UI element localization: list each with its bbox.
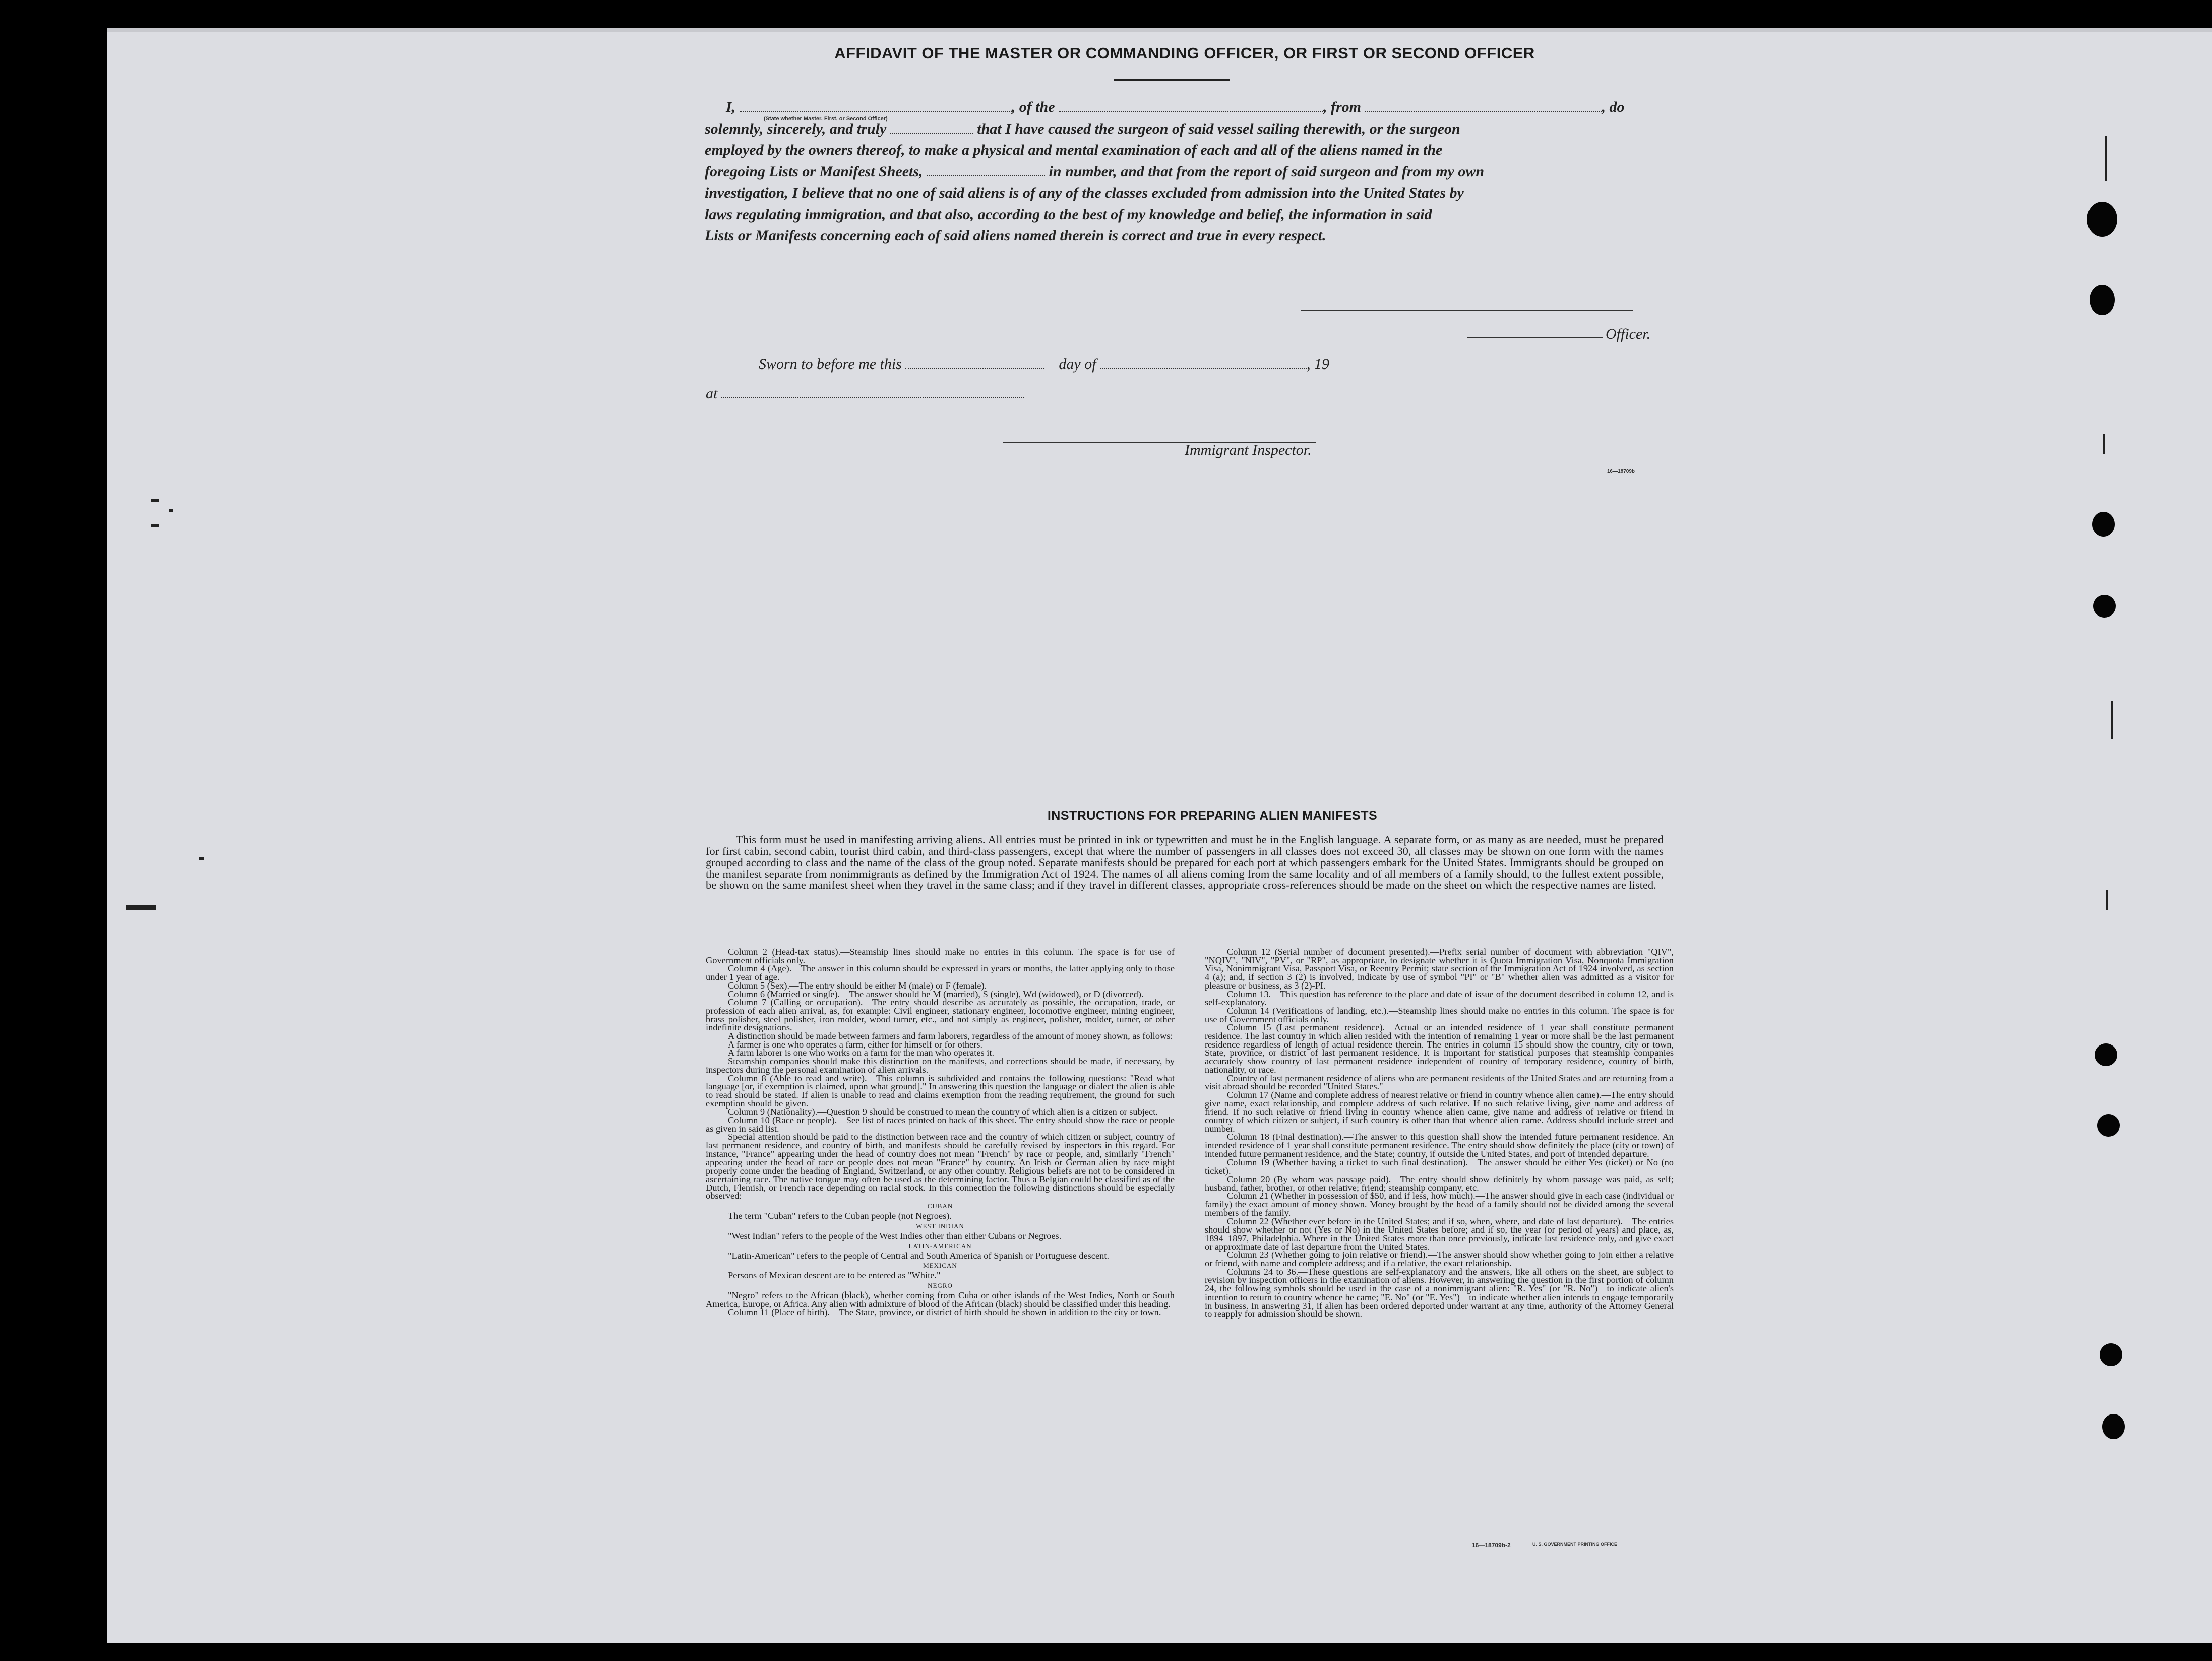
paragraph: Column 20 (By whom was passage paid).—The entry should show definitely by whom passage was paid, as self; husband, father, brother, or other relative; friend; steamship company, etc. (1205, 1174, 1674, 1193)
binder-hole (2090, 285, 2115, 315)
paragraph: "West Indian" refers to the people of the West Indies other than either Cubans or Negroes. (728, 1231, 1062, 1241)
vessel-name-field[interactable] (1059, 98, 1323, 112)
port-from-field[interactable] (1365, 98, 1602, 112)
paragraph: Columns 24 to 36.—These questions are self-explanatory and the answers, like all others on the sheet, are subject to revision by inspection officers in the examination of aliens. However, in answering the question in the first portion of column 24, the following symbols should be used in the case of a nonimmigrant alien: "R. Yes" (or "R. No")—to indicate alien's intention to return to country whence he came; "E. No" (or "E. Yes")—to indicate whether alien intends to engage temporarily in business. In answering 31, if alien has been ordered deported under warrant at any time, authority of the Attorney General to reapply for admission should be shown. (1205, 1266, 1674, 1319)
margin-mark (2111, 701, 2113, 739)
binder-hole (2095, 1043, 2117, 1066)
sworn-place-field[interactable] (721, 385, 1024, 398)
margin-mark (151, 499, 159, 502)
officer-rank-field[interactable] (740, 98, 1012, 112)
margin-mark (151, 524, 159, 527)
binder-hole (2102, 1414, 2125, 1439)
affidavit-line-5: investigation, I believe that no one of said aliens is of any of the classes excluded from admission into the United States by (705, 184, 1464, 201)
paragraph: Column 8 (Able to read and write).—This column is subdivided and contains the following questions: "Read what language [or, if exemption is claimed, upon what ground]." In answering this question the language or dialect the alien is able to read should be stated. If alien is unable to read and claims exemption from the reading requirement, the ground for such exemption should be given. (706, 1073, 1175, 1109)
paragraph: Column 7 (Calling or occupation).—The entry should describe as accurately as possible, the occupation, trade, or profession of each alien arrival, as, for example: Civil engineer, stationary engineer, locomotive engineer, mining engineer, brass polisher, steel polisher, iron molder, wood turner, etc., and not simply as engineer, polisher, molder, turner, or other indefinite designations. (706, 997, 1175, 1033)
paragraph: Special attention should be paid to the distinction between race and the country of which citizen or subject, country of last permanent residence, and country of birth, and manifests should be carefully revised by inspectors in this regard. For instance, "France" appearing under the head of country does not mean "French" by race or people, and, similarly "French" appearing under the head of race or people does not mean "France" by country. An Irish or German alien by race might properly come under the heading of England, Switzerland, or any other country. Religious beliefs are not to be considered in ascertaining race. The native tongue may often be used as the determining factor. Thus a Belgian could be classified as of the Dutch, Flemish, or French race depending on racial stock. In this connection the following distinctions should be especially observed: (706, 1132, 1175, 1201)
affidavit-line-2: solemnly, sincerely, and truly that I have caused the surgeon of said vessel sailing therewith, or the surgeon (705, 120, 1460, 137)
paragraph: Column 9 (Nationality).—Question 9 should be construed to mean the country of which alien is a citizen or subject. (728, 1106, 1158, 1117)
paragraph: Steamship companies should make this distinction on the manifests, and corrections should be made, if necessary, by inspectors during the personal examination of alien arrivals. (706, 1056, 1175, 1075)
instructions-intro: This form must be used in manifesting arriving aliens. All entries must be printed in ink or typewritten and must be in the English language. A separate form, or as many as are needed, must be prepared for first cabin, second cabin, tourist third cabin, and third-class passengers, except that where the number of passengers in all classes does not exceed 30, all classes may be shown on one form with the names grouped according to class and the name of the class of the group noted. Separate manifests should be prepared for each port at which passengers embark for the United States. Immigrants should be grouped on the manifest separate from nonimmigrants as defined by the Immigration Act of 1924. The names of all aliens coming from the same locality and of all members of a family should, to the fullest extent possible, be shown on the same manifest sheet when they travel in the same class; and if they travel in different classes, appropriate cross-references should be made on the sheet on which the respective names are listed. (706, 833, 1664, 892)
subheading-cuban: CUBAN (927, 1202, 953, 1210)
binder-hole (2092, 512, 2115, 537)
affidavit-line-1: I, , of the , from , do (726, 99, 1625, 115)
at-line: at (706, 385, 1024, 402)
margin-mark (2105, 136, 2107, 181)
rank-note: (State whether Master, First, or Second Officer) (764, 116, 888, 122)
paragraph: A farm laborer is one who works on a farm for the man who operates it. (728, 1048, 995, 1058)
paragraph: Country of last permanent residence of aliens who are permanent residents of the United States and are returning from a visit abroad should be recorded "United States." (1205, 1073, 1674, 1092)
paragraph: A farmer is one who operates a farm, either for himself or for others. (728, 1039, 983, 1050)
officer-label: Officer. (1606, 326, 1651, 342)
paragraph: Column 22 (Whether ever before in the United States; and if so, when, where, and date of last departure).—The entries should show whether or not (Yes or No) in the United States before; and if so, the year (or period of years) and place, as, 1894–1897, Philadelphia. Where in the United States more than once previously, indicate last residence only, and give exact or approximate date of last departure from the United States. (1205, 1216, 1674, 1252)
footer-printer: U. S. GOVERNMENT PRINTING OFFICE (1532, 1542, 1618, 1547)
paragraph: Column 13.—This question has reference to the place and date of issue of the document described in column 12, and is self-explanatory. (1205, 989, 1674, 1008)
affidavit-line-4: foregoing Lists or Manifest Sheets, in number, and that from the report of said surgeon and from my own (705, 163, 1485, 180)
margin-mark (199, 857, 204, 860)
paragraph: "Latin-American" refers to the people of Central and South America of Spanish or Portuguese descent. (728, 1250, 1110, 1261)
paragraph: Persons of Mexican descent are to be entered as "White." (728, 1270, 941, 1281)
paragraph: Column 11 (Place of birth).—The State, province, or district of birth should be shown in addition to the city or town. (728, 1307, 1161, 1317)
title-underline (1114, 79, 1230, 81)
binder-hole (2093, 595, 2116, 618)
paragraph: Column 23 (Whether going to join relative or friend).—The answer should show whether going to join either a relative or friend, with name and complete address; and if a relative, the exact relationship. (1205, 1250, 1674, 1269)
paragraph: Column 14 (Verifications of landing, etc.).—Steamship lines should make no entries in this column. The space is for use of Government officials only. (1205, 1005, 1674, 1024)
subheading-negro: NEGRO (928, 1281, 953, 1289)
affidavit-title: AFFIDAVIT OF THE MASTER OR COMMANDING OFFICER, OR FIRST OR SECOND OFFICER (834, 44, 1535, 62)
form-number: 16—18709b (1607, 469, 1635, 474)
sworn-line: Sworn to before me this day of , 19 (759, 356, 1330, 373)
affidavit-line-6: laws regulating immigration, and that also, according to the best of my knowledge and belief, the information in said (705, 206, 1432, 223)
paragraph: Column 15 (Last permanent residence).—Actual or an intended residence of 1 year shall constitute permanent residence. The last country in which alien resided with the intention of remaining 1 year or more shall be the last permanent residence regardless of length of actual residence therein. The entries in column 15 should show the country, city or town, State, province, or district of last permanent residence. It is important for statistical purposes that steamship companies accurately show country of last permanent residence independent of country of temporary residence, country of birth, nationality, or race. (1205, 1022, 1674, 1075)
affidavit-line-7: Lists or Manifests concerning each of said aliens named therein is correct and true in every respect. (705, 227, 1326, 244)
officer-signature-line-1[interactable] (1301, 310, 1633, 311)
instructions-title: INSTRUCTIONS FOR PREPARING ALIEN MANIFESTS (1047, 809, 1378, 823)
paragraph: Column 5 (Sex).—The entry should be either M (male) or F (female). (728, 980, 987, 991)
margin-mark (2103, 434, 2105, 454)
subheading-mexican: MEXICAN (923, 1262, 957, 1270)
paragraph: Column 12 (Serial number of document presented).—Prefix serial number of document with abbreviation "QIV", "NQIV", "NIV", "PV", or "RP", as appropriate, to designate whether it is Quota Immigration Visa, Nonquota Immigration Visa, Nonimmigrant Visa, Passport Visa, or Reentry Permit; state section of the Immigration Act of 1924 involved, as section 4 (a); and, if section 3 (2) is involved, indicate by use of symbol "PI" or "B" whether alien was admitted as a visitor for pleasure or business, as 3 (2)-PI. (1205, 947, 1674, 991)
paragraph: A distinction should be made between farmers and farm laborers, regardless of the amount of money shown, as follows: (728, 1031, 1173, 1041)
oath-field[interactable] (890, 119, 973, 134)
paragraph: Column 2 (Head-tax status).—Steamship lines should make no entries in this column. The space is for use of Government officials only. (706, 947, 1175, 965)
paragraph: Column 10 (Race or people).—See list of races printed on back of this sheet. The entry should show the race or people as given in said list. (706, 1115, 1175, 1134)
binder-hole (2100, 1343, 2122, 1366)
sworn-day-field[interactable] (905, 356, 1044, 369)
sheet-count-field[interactable] (927, 162, 1045, 176)
footer-code: 16—18709b-2 (1472, 1542, 1511, 1549)
paragraph: The term "Cuban" refers to the Cuban people (not Negroes). (728, 1210, 952, 1221)
margin-mark (169, 509, 173, 512)
paragraph: Column 6 (Married or single).—The answer should be M (married), S (single), Wd (widowed), or D (divorced). (728, 989, 1144, 999)
instructions-right-column (1205, 948, 1674, 1318)
subheading-west-indian: WEST INDIAN (916, 1222, 964, 1230)
instructions-left-column (706, 948, 1175, 1317)
paragraph: Column 18 (Final destination).—The answer to this question shall show the intended future permanent residence. An intended residence of 1 year shall constitute permanent residence. The entry should show definitely the place (city or town) of intended future permanent residence, and the State; country, if outside the United States, and port of intended departure. (1205, 1132, 1674, 1159)
paragraph: Column 17 (Name and complete address of nearest relative or friend in country whence alien came).—The entry should give name, exact relationship, and complete address of such relative. If no such relative living, give name and address of friend. If no such relative or friend living in country whence alien came, give name and address of relative or friend in country of which citizen or subject, if such country is other than that whence alien came. Address should include street and number. (1205, 1089, 1674, 1134)
paragraph: "Negro" refers to the African (black), whether coming from Cuba or other islands of the West Indies, North or South America, Europe, or Africa. Any alien with admixture of blood of the African (black) should be classified under this heading. (706, 1290, 1175, 1309)
paragraph: Column 19 (Whether having a ticket to such final destination).—The answer should be either Yes (ticket) or No (no ticket). (1205, 1157, 1674, 1176)
margin-mark (126, 905, 156, 910)
margin-mark (2106, 890, 2108, 910)
binder-hole (2087, 202, 2117, 237)
inspector-label: Immigrant Inspector. (1185, 442, 1312, 458)
binder-hole (2097, 1114, 2120, 1137)
paragraph: Column 21 (Whether in possession of $50, and if less, how much).—The answer should give in each case (individual or family) the exact amount of money shown. Money brought by the head of a family should not be divided among the several members of the family. (1205, 1191, 1674, 1218)
sworn-month-field[interactable] (1100, 356, 1307, 369)
subheading-latin-american: LATIN-AMERICAN (908, 1242, 972, 1250)
officer-signature-line-2[interactable] (1467, 337, 1603, 338)
paragraph: Column 4 (Age).—The answer in this column should be expressed in years or months, the latter applying only to those under 1 year of age. (706, 963, 1175, 982)
sheet-top-edge (107, 28, 2212, 32)
affidavit-line-3: employed by the owners thereof, to make a physical and mental examination of each and all of the aliens named in the (705, 142, 1443, 158)
